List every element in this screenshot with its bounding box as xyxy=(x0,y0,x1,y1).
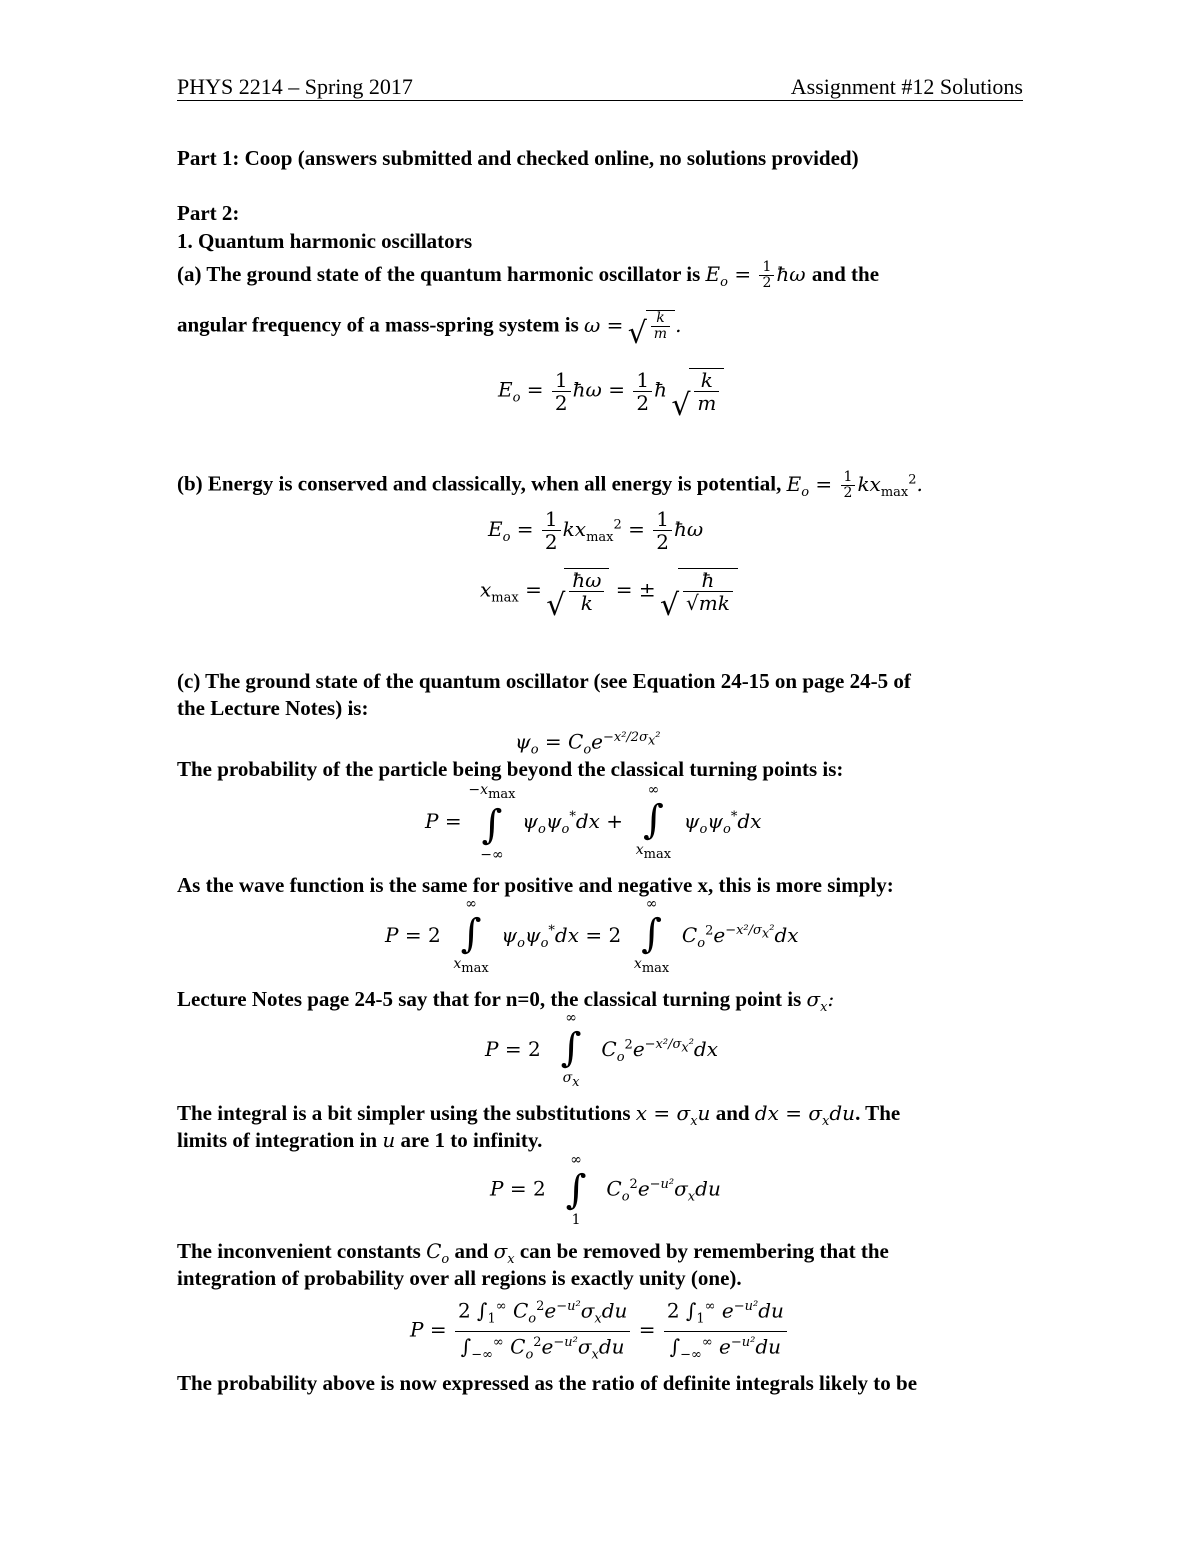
ground-energy-inline: $E_o$ = $\frac{1}{2}$ ħω xyxy=(705,259,812,291)
part-c-line7 xyxy=(177,1127,542,1153)
part-c-line1: (c) The ground state of the quantum oscillator (see Equation 24-15 on page 24-5 of xyxy=(177,669,911,693)
part2-heading: Part 2: xyxy=(177,201,240,225)
energy-balance-equation: $E_o$ = $\frac{1}{2}$ $kx_{max}^2$ = $\frac{1}{2}$ ħω xyxy=(488,507,704,554)
course-title: PHYS 2214 – Spring 2017 xyxy=(177,74,413,99)
page-header xyxy=(177,74,1023,101)
substitution-dx: dx = $\sigma_xdu$ xyxy=(754,1101,856,1129)
potential-energy-inline: $E_o$ = $\frac{1}{2}$ $kx_{max}^2$. xyxy=(786,468,923,501)
part-c-text-8a: The inconvenient constants xyxy=(177,1239,421,1263)
part-a-text: (a) The ground state of the quantum harmonic oscillator is xyxy=(177,262,701,286)
ground-energy-equation: $E_o$ = $\frac{1}{2}$ ħω = $\frac{1}{2}$ ħ √ $\frac{k}{m}$ xyxy=(498,368,724,414)
part1-heading: Part 1: Coop (answers submitted and checked online, no solutions provided) xyxy=(177,146,859,170)
part-c-text-7a: limits of integration in xyxy=(177,1128,378,1152)
part-c-text-8c: can be removed by remembering that the xyxy=(519,1239,889,1263)
constant-sigma: $\sigma_x$ xyxy=(493,1239,515,1267)
part-c-text-6a: The integral is a bit simpler using the substitutions xyxy=(177,1101,631,1125)
part-c-text-7b: are 1 to infinity. xyxy=(400,1128,543,1152)
probability-ratio: P = $\frac{2 \int_1^\infty C_o^2e^{-u^2}\sigma_xdu}{\int_{-\infty}^\infty C_o^2e^{-u^2}\sigma_xdu}$ = $\frac{2 \int_1^\infty e^{-u^2}du}{\int_{-\infty}^\infty e^{-u^2}du}$ xyxy=(410,1296,789,1366)
part-a-line1 xyxy=(177,260,879,295)
xmax-equation: $x_{max}$ = √ $\frac{ħ\omega}{k}$ = ± √ $\frac{ħ}{√mk}$ xyxy=(480,568,738,614)
part-c-text-5: Lecture Notes page 24-5 say that for n=0, the classical turning point is xyxy=(177,987,802,1011)
part-b-text: (b) Energy is conserved and classically, when all energy is potential, xyxy=(177,471,782,496)
part-c-text-6b: and xyxy=(715,1101,750,1125)
probability-u: P = 2 ∞ ∫ 1 $C_o^2e^{-u^2}\sigma_xdu$ xyxy=(490,1152,721,1228)
part-c-line2: the Lecture Notes) is: xyxy=(177,696,369,720)
part-c-line3: The probability of the particle being beyond the classical turning points is: xyxy=(177,757,844,781)
part-c-text-6c: . The xyxy=(855,1101,901,1125)
part-b-line xyxy=(177,468,923,505)
probability-two-integrals: P = $-x_{max}$ ∫ −∞ $\psi_o\psi_o^*dx$ + ∞ ∫ $x_{max}$ $\psi_o\psi_o^*dx$ xyxy=(425,782,762,863)
probability-sigma: P = 2 ∞ ∫ $\sigma_x$ $C_o^2e^{-x^2/\sigma_x^2}dx$ xyxy=(485,1010,719,1090)
substitution-x: $x = \sigma_xu$ xyxy=(635,1101,711,1129)
part-c-text-8b: and xyxy=(454,1239,489,1263)
constant-co: $C_o$ xyxy=(426,1239,450,1267)
sigma-inline: $\sigma_x$: xyxy=(806,987,835,1015)
part-a-text-tail: and the xyxy=(811,262,880,286)
u-variable: u xyxy=(382,1128,396,1152)
part-c-line10: The probability above is now expressed as the ratio of definite integrals likely to be xyxy=(177,1371,918,1395)
assignment-title: Assignment #12 Solutions xyxy=(790,74,1023,99)
omega-inline: ω = √ $\frac{k}{m}$ . xyxy=(584,313,681,337)
part-c-line4: As the wave function is the same for positive and negative x, this is more simply: xyxy=(177,873,894,897)
part-c-line9: integration of probability over all regions is exactly unity (one). xyxy=(177,1266,742,1290)
wavefunction-equation: $\psi_o = C_oe^{-x^2/2\sigma_x^2}$ xyxy=(515,729,661,758)
part-a-text-2: angular frequency of a mass-spring system is xyxy=(177,312,579,337)
probability-doubled: P = 2 ∞ ∫ $x_{max}$ $\psi_o\psi_o^*dx = 2$ ∞ ∫ $x_{max}$ $C_o^2e^{-x^2/\sigma_x^2}dx$ xyxy=(385,896,799,976)
part-a-line2 xyxy=(177,310,681,342)
question-title: 1. Quantum harmonic oscillators xyxy=(177,229,473,253)
